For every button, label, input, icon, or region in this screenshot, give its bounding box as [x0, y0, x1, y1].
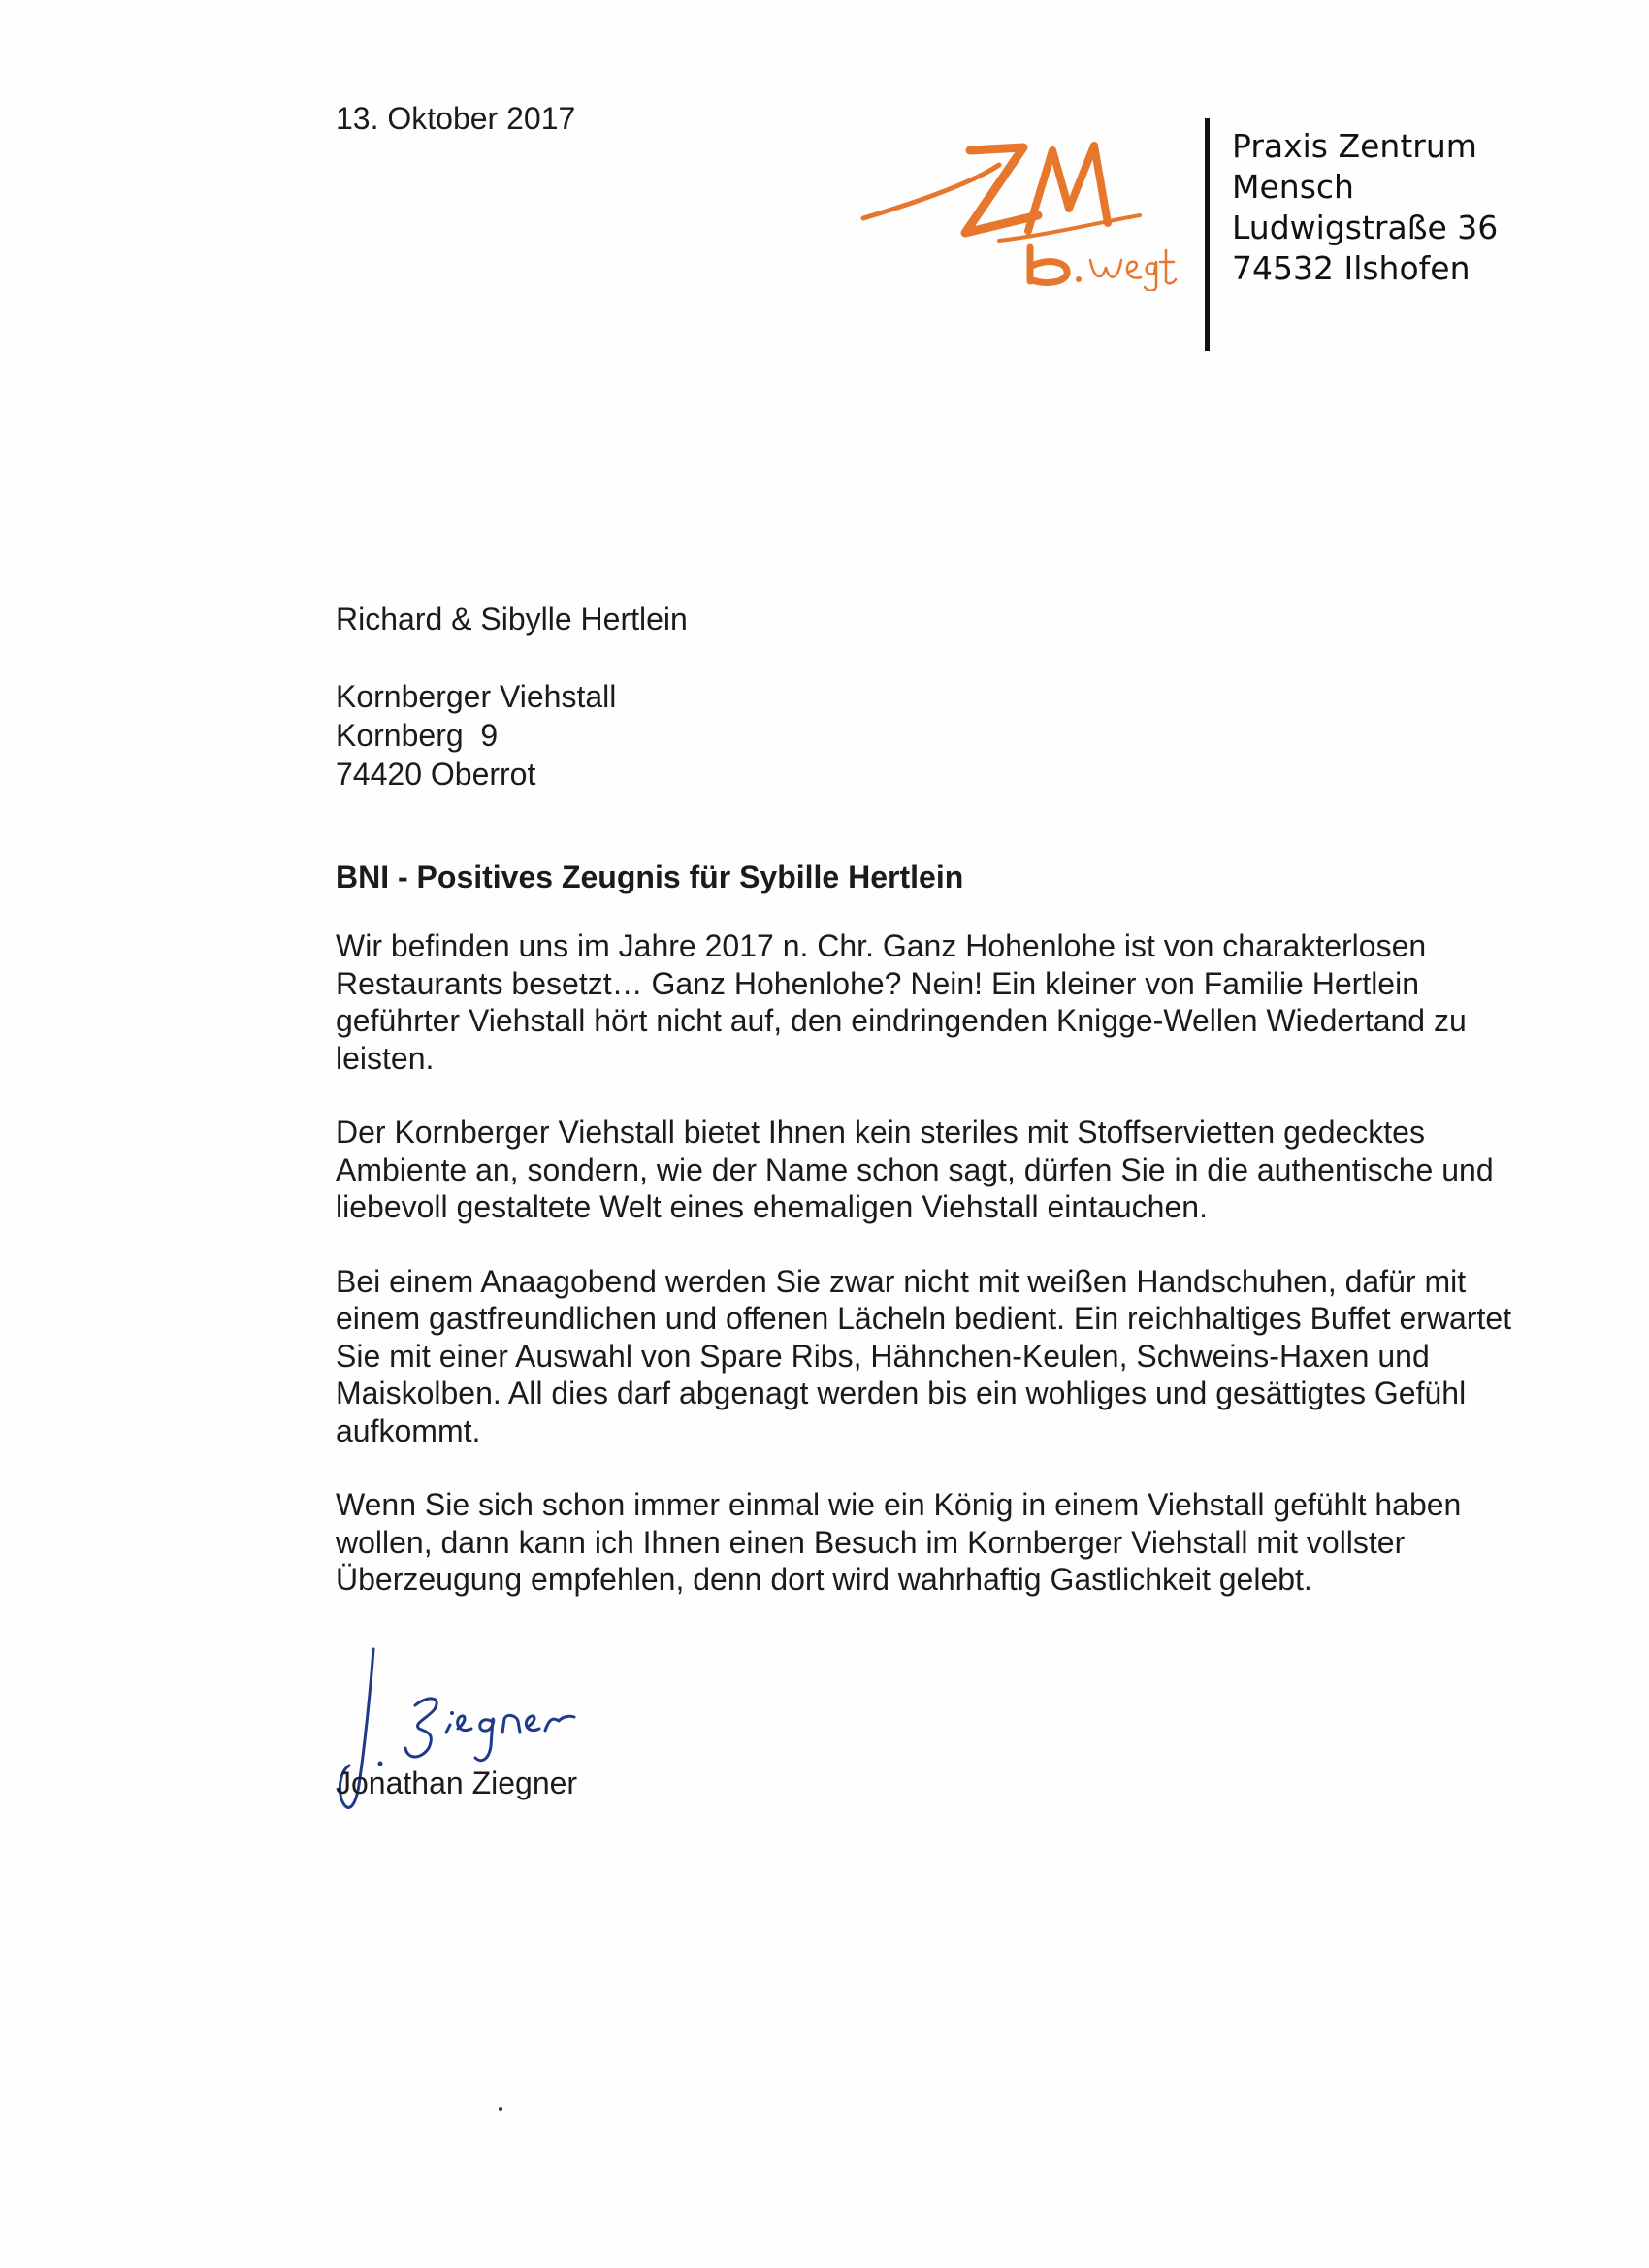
sender-line: Mensch	[1232, 168, 1354, 206]
letter-date: 13. Oktober 2017	[336, 101, 576, 136]
zm-logo	[854, 126, 1183, 291]
body-paragraph: Der Kornberger Viehstall bietet Ihnen kein steriles mit Stoffservietten gedecktes Ambiente an, sondern, wie der Name schon sagt, dürfen Sie in die authentische und liebevoll gestaltete Welt eines ehemaligen Viehstall eintauchen.	[336, 1115, 1494, 1224]
handwritten-signature	[320, 1639, 611, 1843]
recipient-street: Kornberg 9	[336, 718, 499, 753]
scan-speck	[499, 2107, 502, 2111]
body-paragraph: Wir befinden uns im Jahre 2017 n. Chr. Ganz Hohenlohe ist von charakterlosen Restaurants besetzt… Ganz Hohenlohe? Nein! Ein kleiner von Familie Hertlein geführter Viehstall hört nicht auf, den eindringenden Knigge-Wellen Wiedertand zu leisten.	[336, 928, 1467, 1076]
sender-line: Ludwigstraße 36	[1232, 209, 1499, 246]
letter-body	[336, 927, 1529, 1636]
body-paragraph: Bei einem Anaagobend werden Sie zwar nicht mit weißen Handschuhen, dafür mit einem gastfreundlichen und offenen Lächeln bedient. Ein reichhaltiges Buffet erwartet Sie mit einer Auswahl von Spare Ribs, Hähnchen-Keulen, Schweins-Haxen und Maiskolben. All dies darf abgenagt werden bis ein wohliges und gesättigtes Gefühl aufkommt.	[336, 1263, 1512, 1448]
sender-address	[1232, 126, 1498, 289]
recipient-address	[336, 599, 688, 794]
sender-line: Praxis Zentrum	[1232, 127, 1477, 165]
recipient-company: Kornberger Viehstall	[336, 679, 617, 714]
sender-line: 74532 Ilshofen	[1232, 249, 1471, 287]
recipient-name: Richard & Sibylle Hertlein	[336, 601, 688, 636]
recipient-city: 74420 Oberrot	[336, 757, 536, 792]
body-paragraph: Wenn Sie sich schon immer einmal wie ein König in einem Viehstall gefühlt haben wollen, dann kann ich Ihnen einen Besuch im Kornberger Viehstall mit vollster Überzeugung empfehlen, denn dort wird wahrhaftig Gastlichkeit gelebt.	[336, 1487, 1462, 1597]
letter-subject: BNI - Positives Zeugnis für Sybille Hertlein	[336, 859, 964, 894]
header-divider	[1205, 118, 1210, 351]
signer-name: Jonathan Ziegner	[336, 1766, 578, 1800]
